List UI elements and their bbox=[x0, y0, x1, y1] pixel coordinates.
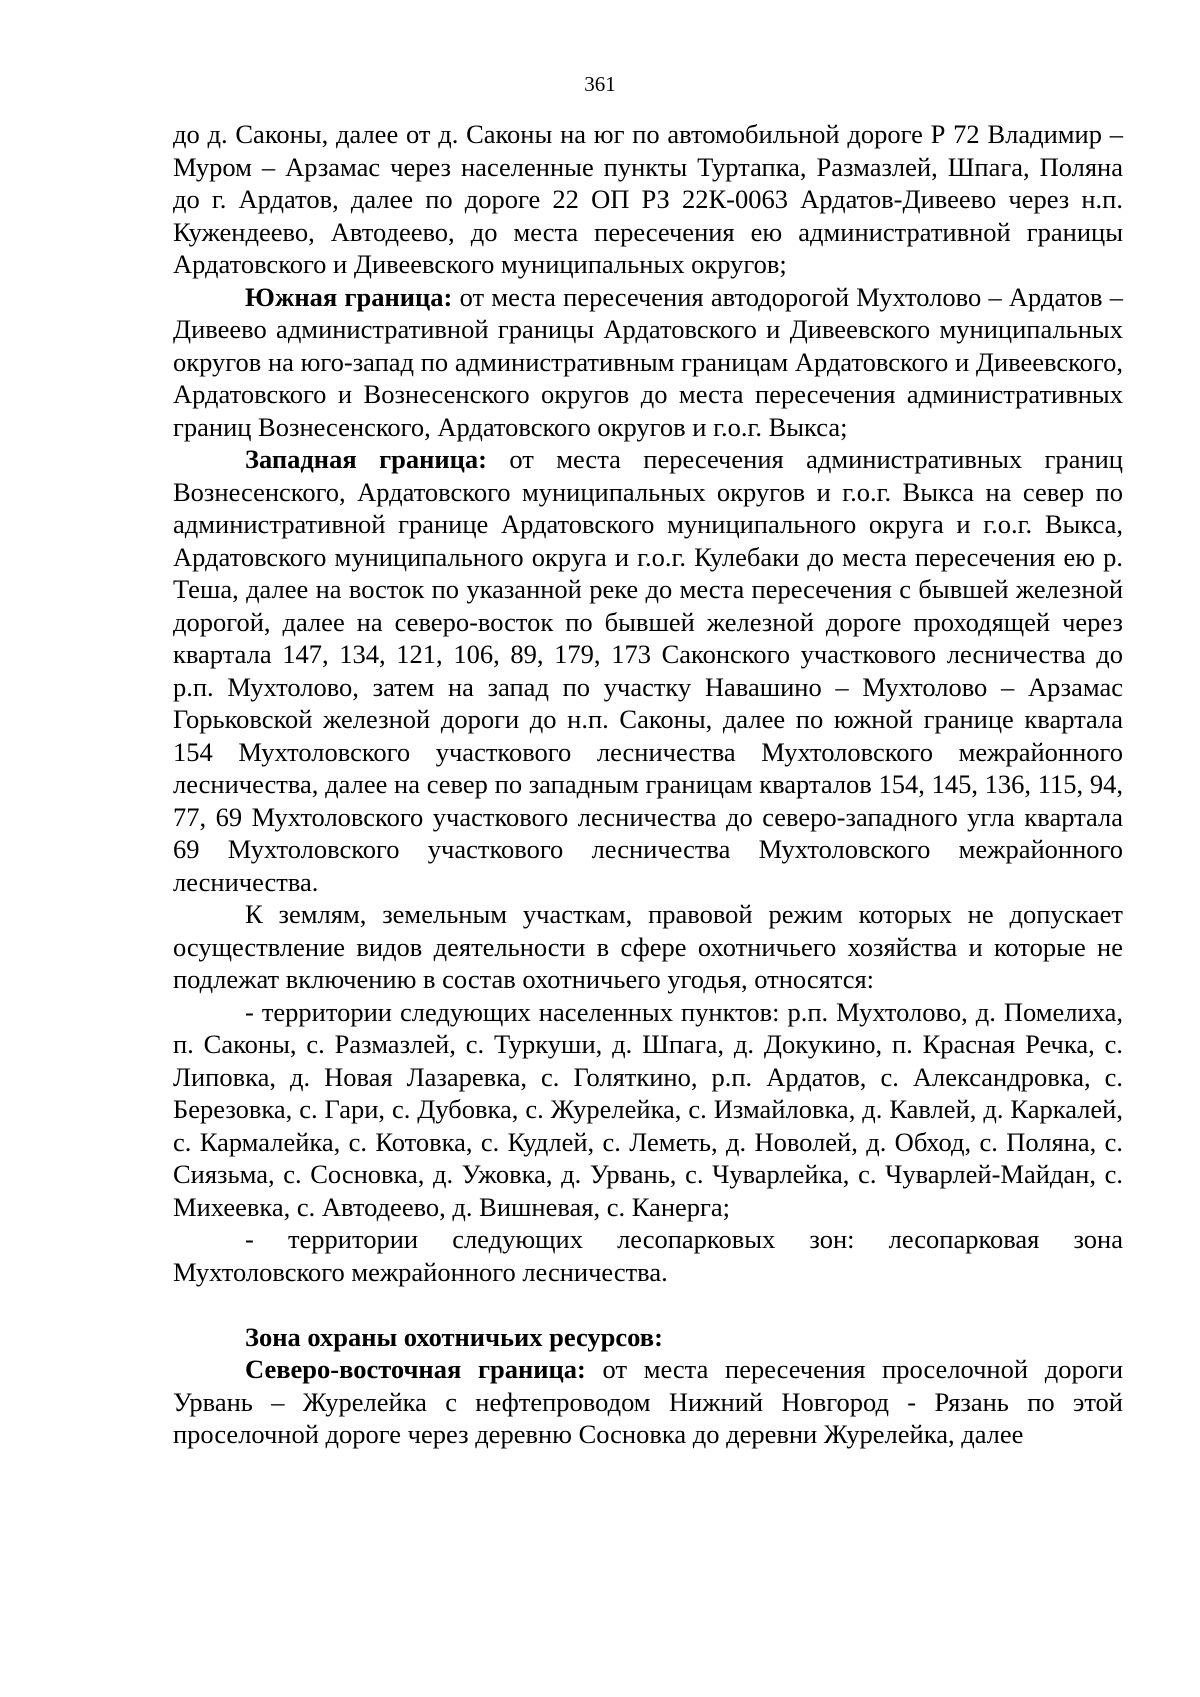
paragraph-text: - территории следующих населенных пунктов: р.п. Мухтолово, д. Помелиха, п. Саконы, с. Размазлей, с. Туркуши, д. Шпага, д. Докукино, п. Красная Речка, с. Липовка, д. Новая Лазаревка, с. Голяткино, р.п. Ардатов, с. Александровка, с. Березовка, с. Гари, с. Дубовка, с. Журелейка, с. Измайловка, д. Кавлей, д. Каркалей, с. Кармалейка, с. Котовка, с. Кудлей, с. Леметь, д. Новолей, д. Обход, с. Поляна, с. Сиязьма, с. Сосновка, д. Ужовка, д. Урвань, с. Чуварлейка, с. Чуварлей-Майдан, с. Михеевка, с. Автодеево, д. Вишневая, с. Канерга; bbox=[173, 996, 1123, 1222]
paragraph-text: до д. Саконы, далее от д. Саконы на юг по автомобильной дороге Р 72 Владимир – Муром – Арзамас через населенные пункты Туртапка, Размазлей, Шпага, Поляна до г. Ардатов, далее по дороге 22 ОП РЗ 22К-0063 Ардатов-Дивеево через н.п. Кужендеево, Автодеево, до места пересечения ею административной границы Ардатовского и Дивеевского муниципальных округов; bbox=[173, 119, 1123, 279]
section-heading: Зона охраны охотничьих ресурсов: bbox=[245, 1321, 663, 1352]
paragraph-text: от места пересечения автодорогой Мухтолово – Ардатов – Дивеево административной границы Ардатовского и Дивеевского муниципальных округов на юго-запад по административным границам Ардатовского и Дивеевского, Ардатовского и Вознесенского округов до места пересечения административных границ Вознесенского, Ардатовского округов и г.о.г. Выкса; bbox=[173, 281, 1123, 442]
blank-line bbox=[173, 1288, 1123, 1321]
paragraph-forest-park-zones bbox=[173, 1223, 1123, 1288]
paragraph-label: Западная граница: bbox=[245, 444, 487, 474]
paragraph-south-border bbox=[173, 281, 1123, 444]
document-body bbox=[173, 118, 1123, 1451]
paragraph-excluded-lands bbox=[173, 898, 1123, 996]
paragraph-north-continuation bbox=[173, 118, 1123, 281]
paragraph-text: от места пересечения административных границ Вознесенского, Ардатовского муниципальных округов и г.о.г. Выкса на север по административной границе Ардатовского муниципального округа и г.о.г. Выкса, Ардатовского муниципального округа и г.о.г. Кулебаки до места пересечения ею р. Теша, далее на восток по указанной реке до места пересечения с бывшей железной дорогой, далее на северо-восток по бывшей железной дороге проходящей через квартала 147, 134, 121, 106, 89, 179, 173 Саконского участкового лесничества до р.п. Мухтолово, затем на запад по участку Навашино – Мухтолово – Арзамас Горьковской железной дороги до н.п. Саконы, далее по южной границе квартала 154 Мухтоловского участкового лесничества Мухтоловского межрайонного лесничества, далее на север по западным границам кварталов 154, 145, 136, 115, 94, 77, 69 Мухтоловского участкового лесничества до северо-западного угла квартала 69 Мухтоловского участкового лесничества Мухтоловского межрайонного лесничества. bbox=[173, 444, 1123, 897]
paragraph-west-border bbox=[173, 443, 1123, 898]
paragraph-text: К землям, земельным участкам, правовой режим которых не допускает осуществление видов деятельности в сфере охотничьего хозяйства и которые не подлежат включению в состав охотничьего угодья, относятся: bbox=[173, 899, 1123, 994]
paragraph-label: Северо-восточная граница: bbox=[245, 1354, 586, 1384]
paragraph-northeast-border bbox=[173, 1353, 1123, 1451]
paragraph-label: Южная граница: bbox=[245, 281, 453, 312]
paragraph-settlements-list bbox=[173, 996, 1123, 1224]
page-number: 361 bbox=[584, 72, 616, 96]
paragraph-text: - территории следующих лесопарковых зон: лесопарковая зона Мухтоловского межрайонного лесничества. bbox=[173, 1224, 1123, 1287]
paragraph-text: от места пересечения проселочной дороги Урвань – Журелейка с нефтепроводом Нижний Новгород - Рязань по этой проселочной дороге через деревню Сосновка до деревни Журелейка, далее bbox=[173, 1354, 1124, 1449]
